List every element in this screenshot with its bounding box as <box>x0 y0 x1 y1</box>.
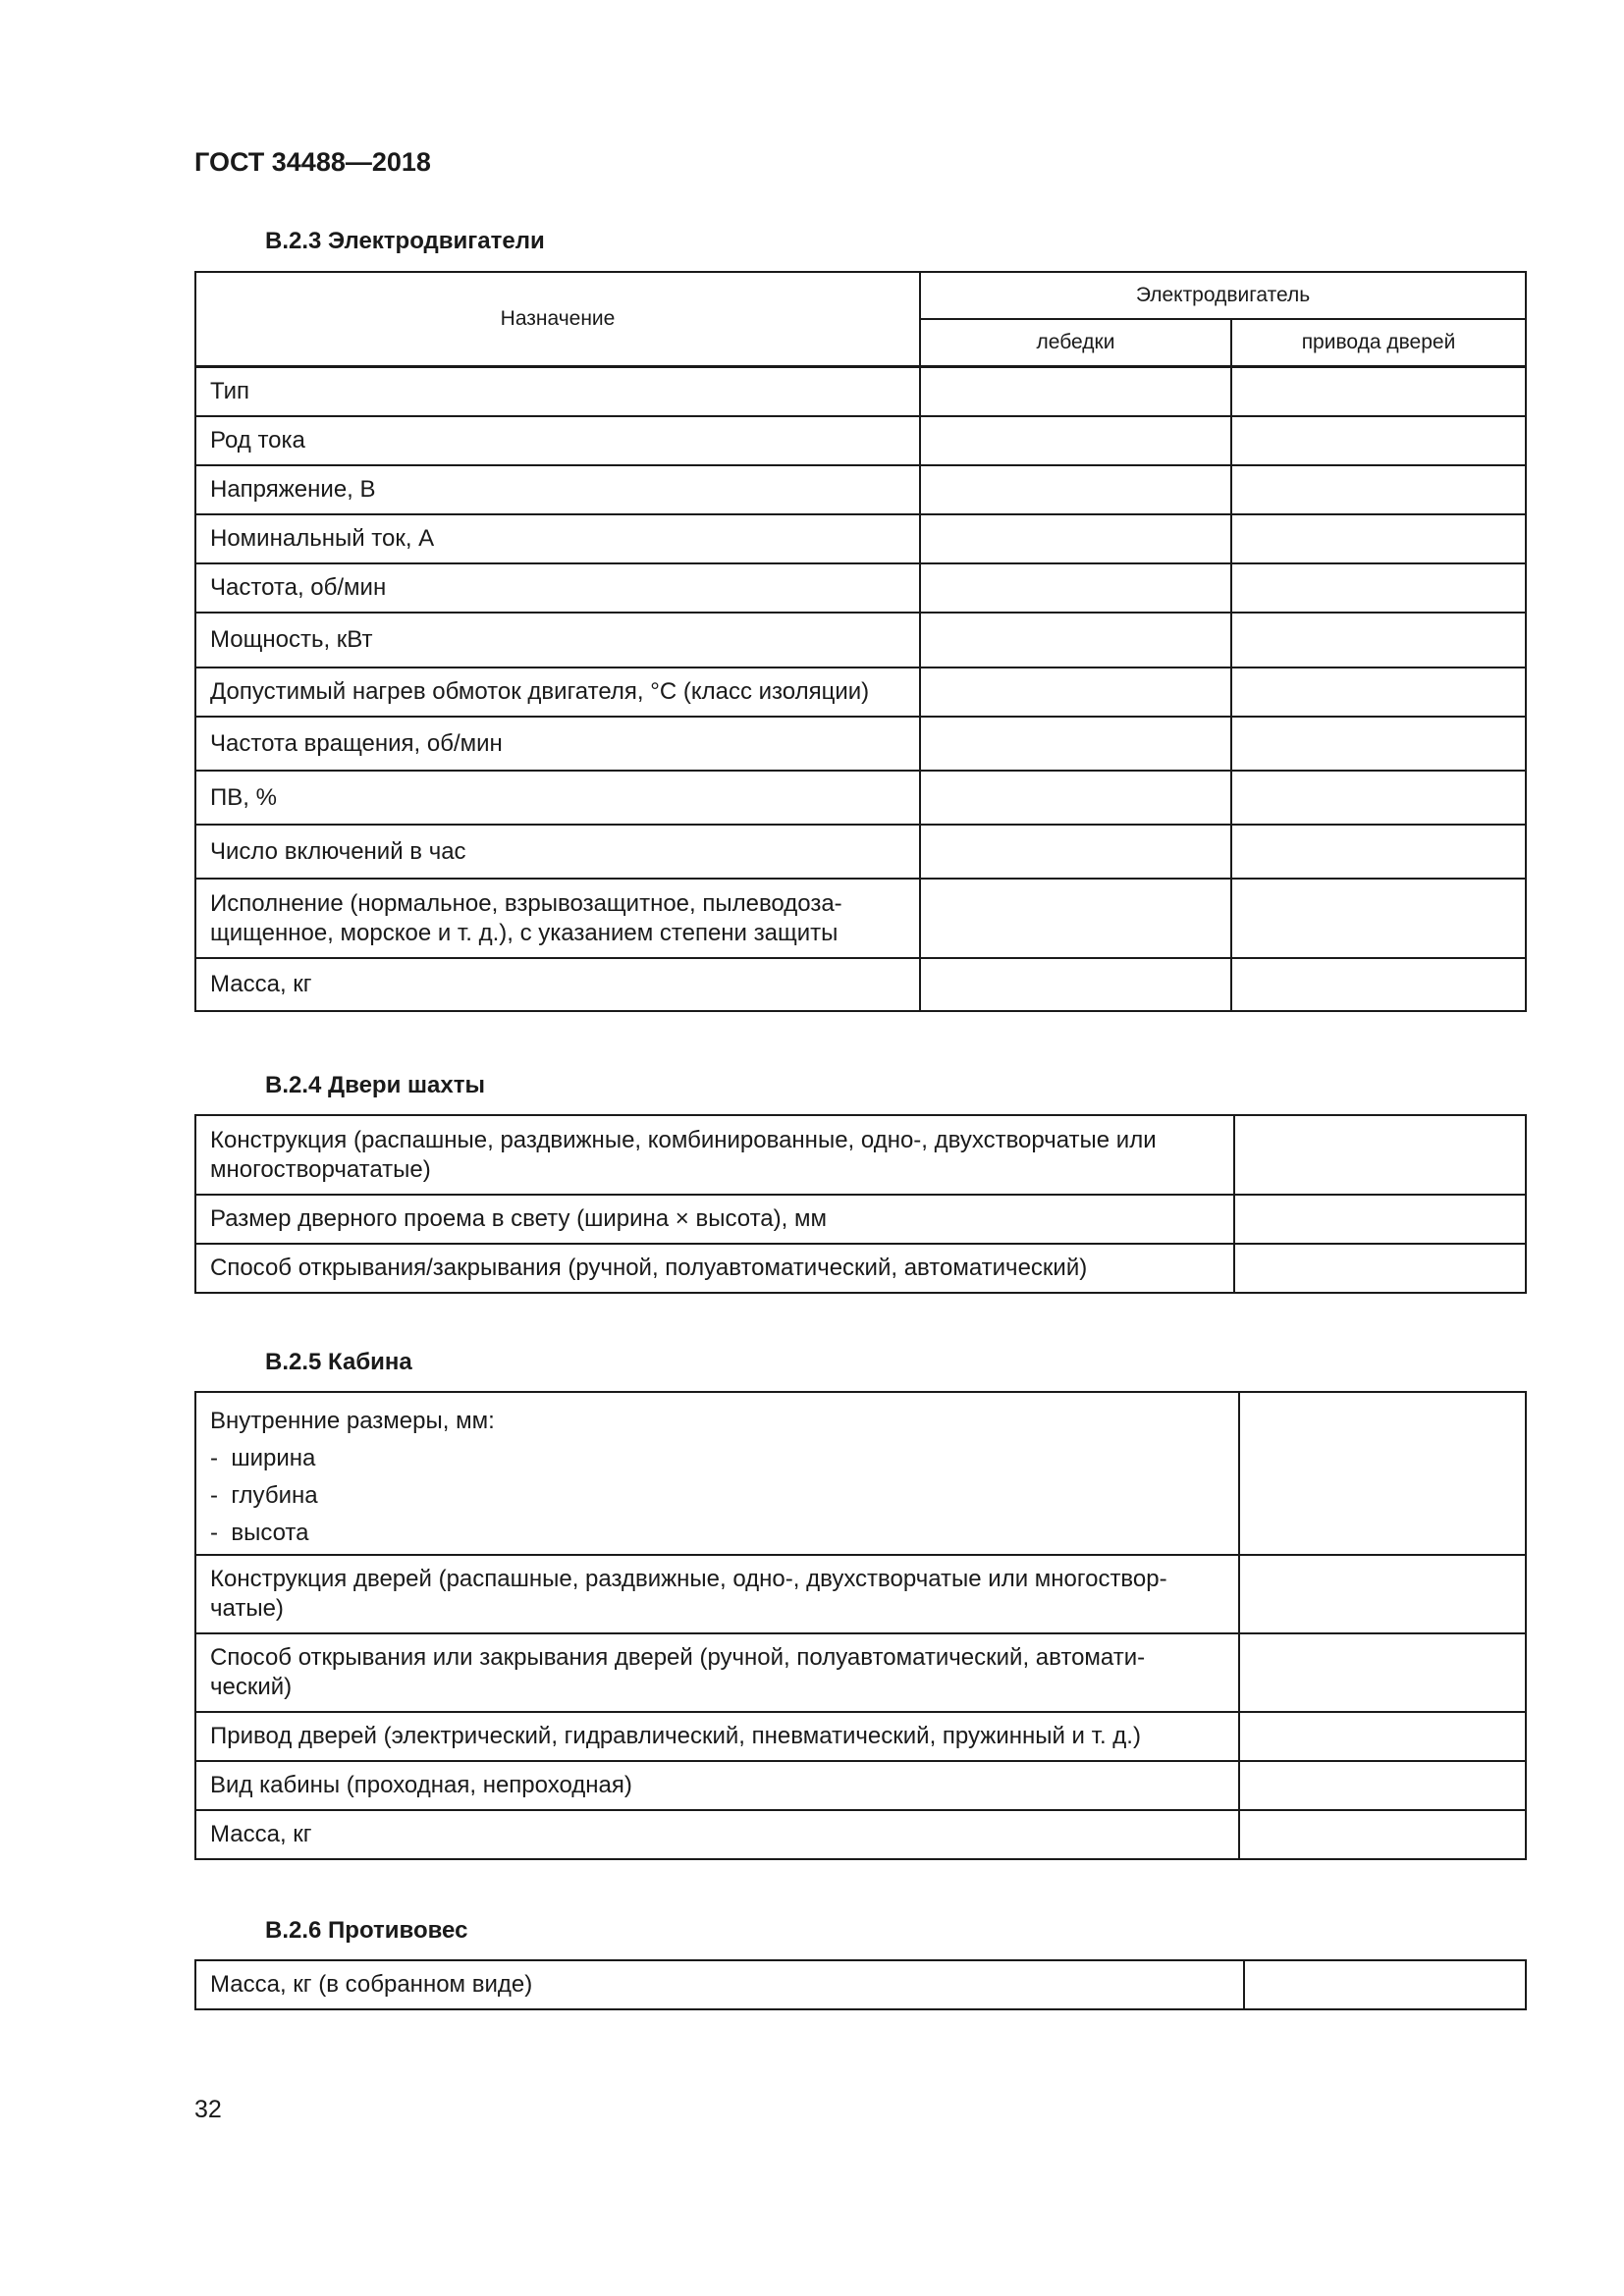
value-cell[interactable] <box>1231 465 1526 514</box>
col-purpose-header: Назначение <box>195 272 920 366</box>
value-cell[interactable] <box>1231 717 1526 771</box>
row-label: Масса, кг <box>195 1810 1239 1859</box>
row-label: Конструкция дверей (распашные, раздвижные, одно-, двухстворчатые или многоствор-чатые) <box>195 1555 1239 1633</box>
dimensions-list <box>210 1440 1224 1552</box>
table-row <box>195 613 1526 667</box>
table-row <box>195 1960 1526 2009</box>
table-row <box>195 1810 1526 1859</box>
value-cell[interactable] <box>1231 958 1526 1011</box>
row-label: Мощность, кВт <box>195 613 920 667</box>
value-cell[interactable] <box>1231 563 1526 613</box>
value-cell[interactable] <box>1239 1761 1526 1810</box>
value-cell[interactable] <box>1234 1244 1526 1293</box>
value-cell[interactable] <box>920 465 1231 514</box>
col-winch-header: лебедки <box>920 319 1231 366</box>
row-label: Число включений в час <box>195 825 920 879</box>
list-item: - ширина <box>210 1445 316 1471</box>
value-cell[interactable] <box>1231 879 1526 958</box>
table-row <box>195 1195 1526 1244</box>
document-code: ГОСТ 34488—2018 <box>194 147 431 177</box>
table-row <box>195 563 1526 613</box>
counterweight-table <box>194 1959 1527 2010</box>
value-cell[interactable] <box>1239 1555 1526 1633</box>
table-row <box>195 771 1526 825</box>
value-cell[interactable] <box>920 771 1231 825</box>
table-row <box>195 1555 1526 1633</box>
value-cell[interactable] <box>1239 1712 1526 1761</box>
value-cell[interactable] <box>1239 1633 1526 1712</box>
section-title-counterweight: В.2.6 Противовес <box>265 1917 468 1944</box>
row-label: Вид кабины (проходная, непроходная) <box>195 1761 1239 1810</box>
list-item: - глубина <box>210 1482 318 1509</box>
table-row <box>195 416 1526 465</box>
table-row <box>195 667 1526 717</box>
shaft-doors-table <box>194 1114 1527 1294</box>
cabin-table <box>194 1391 1527 1860</box>
value-cell[interactable] <box>920 958 1231 1011</box>
row-label: Исполнение (нормальное, взрывозащитное, пылеводоза-щищенное, морское и т. д.), с указанием степени защиты <box>195 879 920 958</box>
value-cell[interactable] <box>1231 416 1526 465</box>
value-cell[interactable] <box>920 717 1231 771</box>
value-cell[interactable] <box>1234 1115 1526 1195</box>
row-label: Род тока <box>195 416 920 465</box>
cabin-dimensions-cell <box>195 1392 1239 1555</box>
table-row <box>195 1244 1526 1293</box>
section-title-cabin: В.2.5 Кабина <box>265 1349 412 1375</box>
value-cell[interactable] <box>1239 1392 1526 1555</box>
value-cell[interactable] <box>1231 366 1526 416</box>
value-cell[interactable] <box>1231 825 1526 879</box>
col-door-drive-header: привода дверей <box>1231 319 1526 366</box>
value-cell[interactable] <box>1231 613 1526 667</box>
value-cell[interactable] <box>920 667 1231 717</box>
row-label: Масса, кг (в собранном виде) <box>195 1960 1244 2009</box>
value-cell[interactable] <box>1234 1195 1526 1244</box>
value-cell[interactable] <box>1244 1960 1526 2009</box>
value-cell[interactable] <box>1231 771 1526 825</box>
row-label: Частота, об/мин <box>195 563 920 613</box>
table-row <box>195 465 1526 514</box>
row-label: Тип <box>195 366 920 416</box>
table-row <box>195 958 1526 1011</box>
value-cell[interactable] <box>920 416 1231 465</box>
row-label: Привод дверей (электрический, гидравлический, пневматический, пружинный и т. д.) <box>195 1712 1239 1761</box>
row-label: Способ открывания или закрывания дверей (ручной, полуавтоматический, автомати-ческий) <box>195 1633 1239 1712</box>
row-label: ПВ, % <box>195 771 920 825</box>
table-row <box>195 717 1526 771</box>
dimensions-label: Внутренние размеры, мм: <box>210 1408 495 1434</box>
row-label: Способ открывания/закрывания (ручной, полуавтоматический, автоматический) <box>195 1244 1234 1293</box>
value-cell[interactable] <box>1231 667 1526 717</box>
value-cell[interactable] <box>920 879 1231 958</box>
row-label: Частота вращения, об/мин <box>195 717 920 771</box>
row-label: Масса, кг <box>195 958 920 1011</box>
value-cell[interactable] <box>920 613 1231 667</box>
table-row <box>195 825 1526 879</box>
value-cell[interactable] <box>920 366 1231 416</box>
row-label: Напряжение, В <box>195 465 920 514</box>
table-row <box>195 1761 1526 1810</box>
page-number: 32 <box>194 2096 222 2123</box>
table-row <box>195 1712 1526 1761</box>
list-item: - высота <box>210 1520 309 1546</box>
row-label: Допустимый нагрев обмоток двигателя, °С (класс изоляции) <box>195 667 920 717</box>
section-title-shaft-doors: В.2.4 Двери шахты <box>265 1072 485 1098</box>
value-cell[interactable] <box>1239 1810 1526 1859</box>
table-row <box>195 1633 1526 1712</box>
row-label: Конструкция (распашные, раздвижные, комбинированные, одно-, двухстворчатые или многостворчататые) <box>195 1115 1234 1195</box>
value-cell[interactable] <box>920 514 1231 563</box>
row-label: Номинальный ток, А <box>195 514 920 563</box>
section-title-motors: В.2.3 Электродвигатели <box>265 228 545 254</box>
value-cell[interactable] <box>920 563 1231 613</box>
value-cell[interactable] <box>920 825 1231 879</box>
motors-table <box>194 271 1527 1012</box>
table-row <box>195 1115 1526 1195</box>
table-row <box>195 514 1526 563</box>
table-row <box>195 879 1526 958</box>
col-motor-header: Электродвигатель <box>920 272 1526 319</box>
value-cell[interactable] <box>1231 514 1526 563</box>
table-row <box>195 366 1526 416</box>
table-row <box>195 1392 1526 1555</box>
row-label: Размер дверного проема в свету (ширина × высота), мм <box>195 1195 1234 1244</box>
